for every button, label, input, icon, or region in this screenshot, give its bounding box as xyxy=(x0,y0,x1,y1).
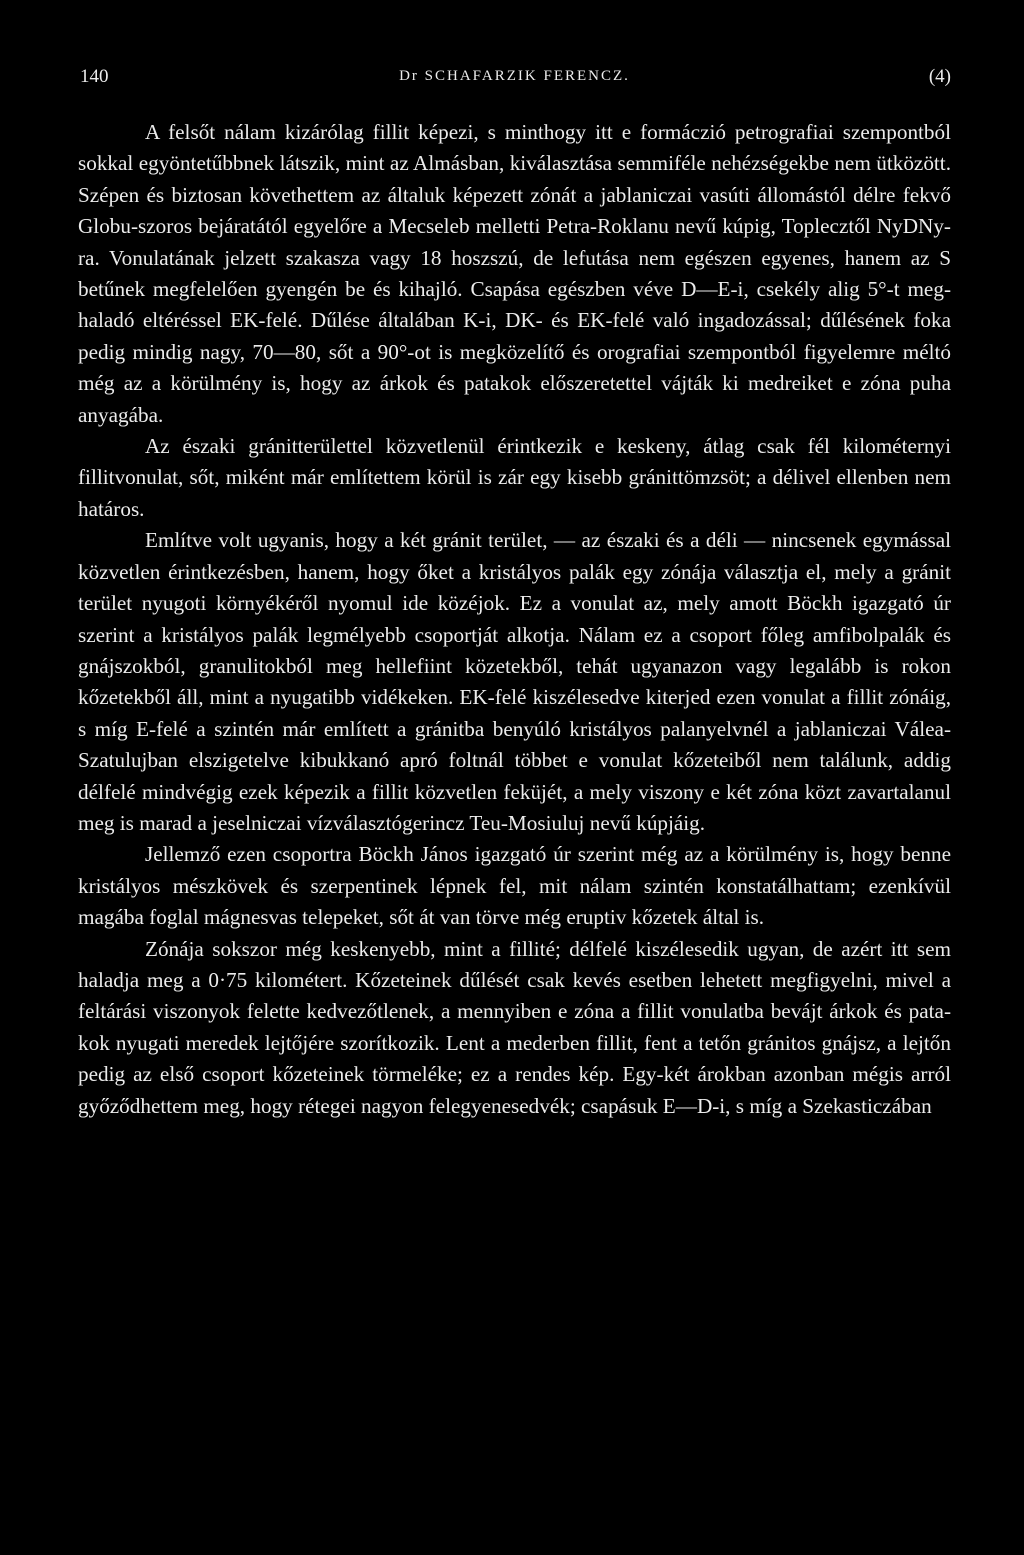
body-text xyxy=(78,117,951,1122)
paragraph: A felsőt nálam kizárólag fillit képezi, s minthogy itt e formáczió petrografiai szempontból sokkal egyöntetűbbnek látszik, mint az Almásban, kiválasztása semmiféle nehézségekbe nem ütközött. Szépen és biztosan követhettem az általuk képezett zónát a jablaniczai vasúti állomástól délre fekvő Globu-szoros bejáratától egyelőre a Mecseleb melletti Petra-Roklanu nevű kúpig, Toplecztől NyDNy-ra. Vonulatának jelzett szakasza vagy 18 hoszszú, de lefutása nem egészen egyenes, hanem az S betűnek megfelelően gyengén be és kihajló. Csapása egészben véve D—E-i, csekély alig 5°-t meghaladó eltéréssel EK-felé. Dűlése általában K-i, DK- és EK-felé való ingadozással; dűlésének foka pedig mindig nagy, 70—80, sőt a 90°-ot is megközelítő és orografiai szempontból figyelemre méltó még az a körülmény is, hogy az árkok és patakok előszeretettel vájták ki medreiket e zóna puha anyagába. xyxy=(78,120,951,427)
paragraph: Jellemző ezen csoportra Böckh János igazgató úr szerint még az a körülmény is, hogy benne kristályos mészkövek és szerpentinek lépnek fel, mit nálam szintén konstatálhattam; ezenkívül magába foglal mágnesvas telepeket, sőt át van törve még eruptiv kőzetek által is. xyxy=(78,842,951,930)
paragraph: Az északi gránitterülettel közvetlenül érintkezik e keskeny, átlag csak fél kilométernyi fillitvonulat, sőt, miként már említettem körül is zár egy kisebb gránittömzsöt; a délivel ellenben nem határos. xyxy=(78,434,951,521)
document-page xyxy=(78,56,951,1122)
paragraph: Zónája sokszor még keskenyebb, mint a fillité; délfelé kiszélesedik ugyan, de azért itt sem haladja meg a 0·75 kilométert. Kőzeteinek dűlését csak kevés esetben lehetett megfigyelni, mivel a feltárási viszonyok felette kedvezőtlenek, a mennyiben e zóna a fillit vonulatba bevájt árkok és patakok nyugati meredek lejtőjére szorítkozik. Lent a mederben fillit, fent a tetőn gránitos gnájsz, a lejtőn pedig az első csoport kőzeteinek törmeléke; ez a rendes kép. Egy-két árokban azonban mégis arról győződhettem meg, hogy rétegei nagyon felegyenesedvék; csapásuk E—D-i, s míg a Szekasticzában xyxy=(78,936,951,1118)
section-number: (4) xyxy=(928,66,951,87)
page-header xyxy=(78,56,951,96)
page-number: 140 xyxy=(80,66,109,87)
paragraph: Említve volt ugyanis, hogy a két gránit terület, — az északi és a déli — nincsenek egymással közvetlen érintkezésben, hanem, hogy őket a kristályos palák egy zónája választja el, mely a gránit terület nyugoti környékéről nyomul ide közéjok. Ez a vonulat az, mely amott Böckh igazgató úr szerint a kristályos palák legmélyebb csoportját alkotja. Nálam ez a csoport főleg amfibolpalák és gnájszokból, granulitokból meg hellefiint közetekből, tehát ugyanazon vagy legalább is rokon kőzetekből áll, mint a nyugatibb vidékeken. EK-felé kiszélesedve kiterjed ezen vonulat a fillit zónáig, s míg E-felé a szintén már említett a gránitba benyúló kristályos palanyelvnél a jablaniczai Válea-Szatulujban elszigetelve kibukkanó apró foltnál többet e vonulat kőzeteiből nem találunk, addig délfelé mindvégig ezek képezik a fillit közvetlen feküjét, a mely viszony e két zóna közt zavartalanul meg is marad a jeselniczai vízválasztógerincz Teu-Mosiuluj nevű kúpjáig. xyxy=(78,528,951,835)
running-title: Dr SCHAFARZIK FERENCZ. xyxy=(399,68,630,84)
